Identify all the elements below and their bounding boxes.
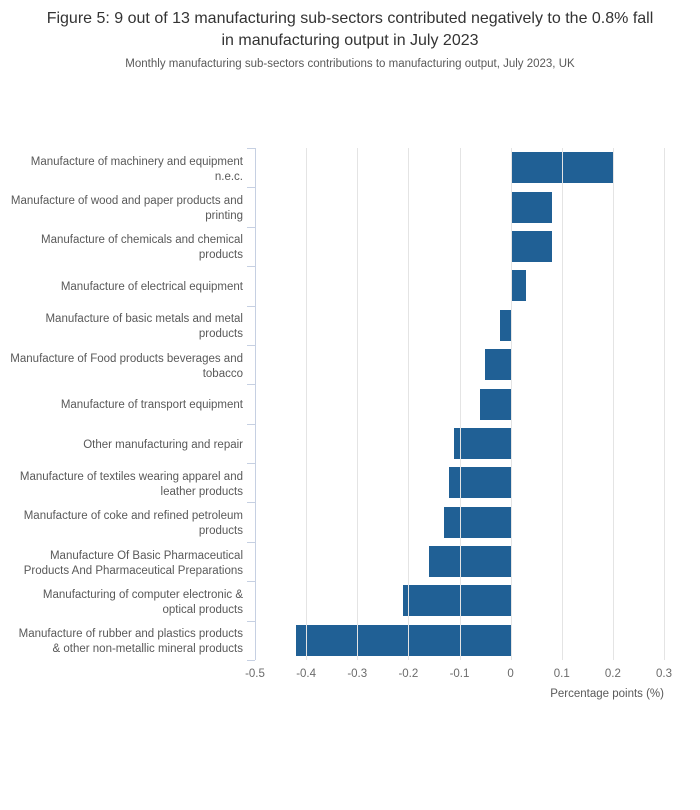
category-label: Manufacture of transport equipment [60,399,243,412]
bar [429,546,511,577]
bar [480,389,511,420]
y-axis-tick [247,227,255,228]
bar [500,310,510,341]
gridline [613,148,614,660]
bar [485,349,511,380]
x-tick-label: -0.3 [347,668,368,680]
category-label: Manufacturing of computer electronic & optical products [42,588,243,616]
x-tick-label: 0.1 [553,668,570,680]
x-tick-label: 0.2 [604,668,621,680]
y-axis-tick [247,463,255,464]
chart-subtitle: Monthly manufacturing sub-sectors contributions to manufacturing output, July 2023, UK [125,58,575,70]
x-axis-title: Percentage points (%) [550,688,664,700]
y-axis-tick [247,187,255,188]
gridline [460,148,461,660]
y-axis-tick [247,502,255,503]
y-axis-tick [247,384,255,385]
bar [454,428,510,459]
category-label: Manufacture of electrical equipment [60,281,243,294]
bar [511,231,552,262]
category-label: Manufacture of rubber and plastics products & other non-metallic mineral products [18,628,243,656]
x-tick-label: 0 [507,668,514,680]
gridline [306,148,307,660]
y-axis-tick [247,621,255,622]
bar [296,625,511,656]
gridline [664,148,665,660]
category-label: Manufacture of Food products beverages and tobacco [10,352,243,380]
category-label: Other manufacturing and repair [83,438,243,451]
chart-title: Figure 5: 9 out of 13 manufacturing sub-sectors contributed negatively to the 0.8% fall in manufacturing output in July 2023 [46,10,654,49]
gridline [511,148,512,660]
y-axis-line [255,148,256,660]
x-tick-label: -0.4 [296,668,317,680]
category-label: Manufacture of chemicals and chemical products [41,234,243,262]
category-label: Manufacture Of Basic Pharmaceutical Products And Pharmaceutical Preparations [23,549,243,577]
y-axis-tick [247,424,255,425]
y-axis-tick [247,306,255,307]
category-label: Manufacture of basic metals and metal products [45,313,243,341]
x-tick-label: 0.3 [656,668,672,680]
x-tick-label: -0.1 [449,668,470,680]
bar [511,270,526,301]
y-axis-tick [247,345,255,346]
x-tick-label: -0.2 [398,668,419,680]
y-axis-tick [247,660,255,661]
bar [403,585,510,616]
gridline [408,148,409,660]
gridline [562,148,563,660]
y-axis-tick [247,581,255,582]
x-tick-label: -0.5 [245,668,265,680]
y-axis-tick [247,266,255,267]
y-axis-tick [247,542,255,543]
y-axis-tick [247,148,255,149]
bar [444,507,510,538]
bar [449,467,510,498]
category-label: Manufacture of coke and refined petroleum products [23,510,243,538]
bar [511,192,552,223]
category-label: Manufacture of machinery and equipment n.e.c. [30,155,243,183]
category-label: Manufacture of textiles wearing apparel and leather products [19,470,243,498]
gridline [357,148,358,660]
category-label: Manufacture of wood and paper products and printing [10,195,243,223]
